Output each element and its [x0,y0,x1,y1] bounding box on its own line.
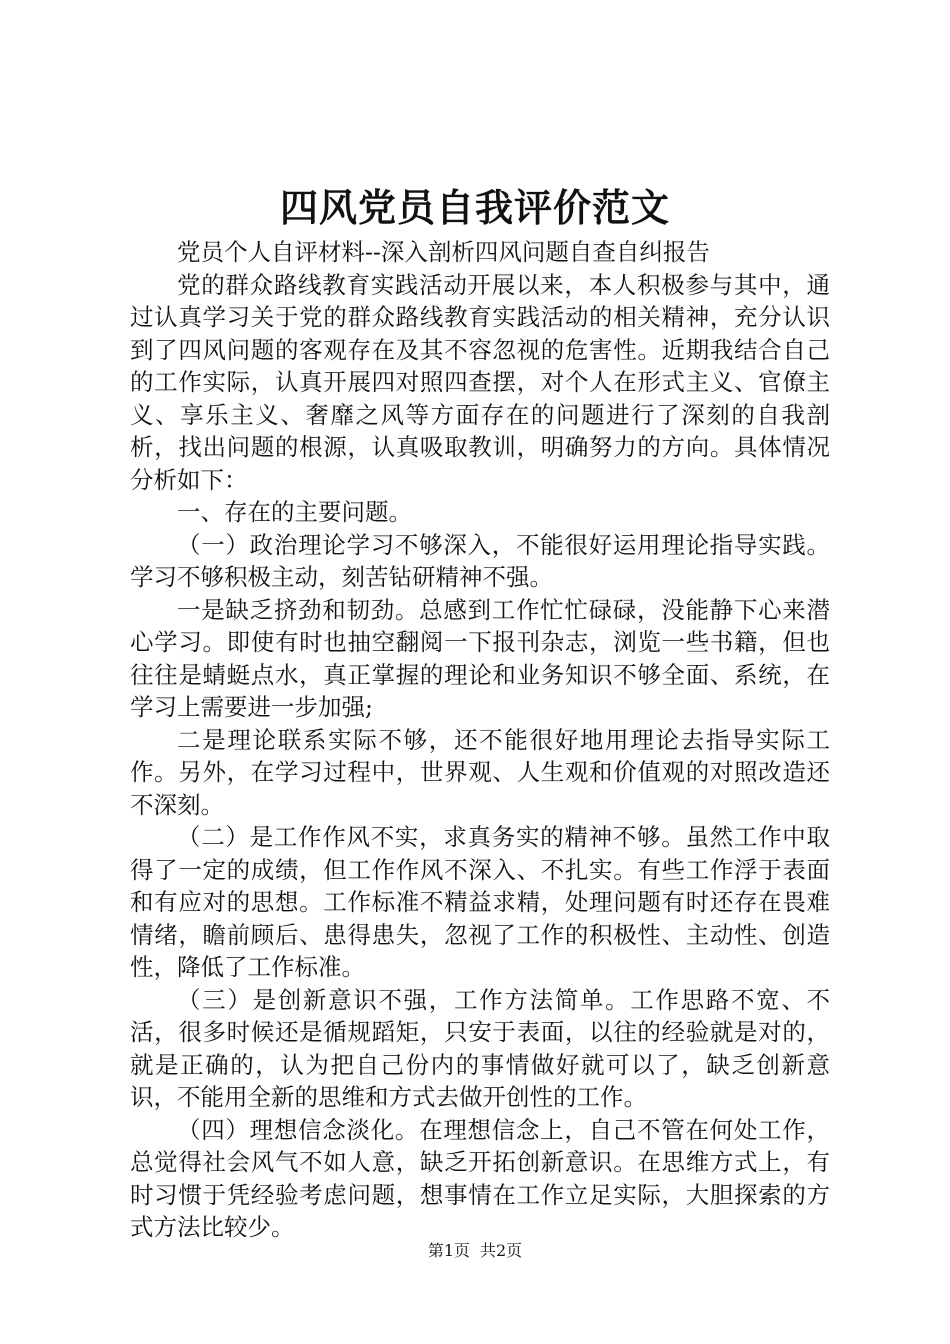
paragraph-item-1b: 二是理论联系实际不够，还不能很好地用理论去指导实际工作。另外，在学习过程中，世界观、人生观和价值观的对照改造还不深刻。 [130,725,830,819]
page-number-total: 共2页 [480,1241,523,1260]
paragraph-intro: 党的群众路线教育实践活动开展以来，本人积极参与其中，通过认真学习关于党的群众路线教育实践活动的相关精神，充分认识到了四风问题的客观存在及其不容忽视的危害性。近期我结合自己的工作实际，认真开展四对照四查摆，对个人在形式主义、官僚主义、享乐主义、奢靡之风等方面存在的问题进行了深刻的自我剖析，找出问题的根源，认真吸取教训，明确努力的方向。具体情况分析如下： [130,270,830,494]
paragraph-item-2: （二）是工作作风不实，求真务实的精神不够。虽然工作中取得了一定的成绩，但工作作风不深入、不扎实。有些工作浮于表面和有应对的思想。工作标准不精益求精，处理问题有时还存在畏难情绪，瞻前顾后、患得患失，忽视了工作的积极性、主动性、创造性，降低了工作标准。 [130,823,830,981]
document-title: 四风党员自我评价范文 [279,185,670,230]
paragraph-item-1: （一）政治理论学习不够深入，不能很好运用理论指导实践。学习不够积极主动，刻苦钻研精神不强。 [130,530,830,591]
paragraph-subtitle: 党员个人自评材料--深入剖析四风问题自查自纠报告 [177,238,710,266]
page-footer [0,1240,950,1262]
paragraph-item-3: （三）是创新意识不强，工作方法简单。工作思路不宽、不活，很多时候还是循规蹈矩，只安于表面，以往的经验就是对的，就是正确的，认为把自己份内的事情做好就可以了，缺乏创新意识，不能用全新的思维和方式去做开创性的工作。 [130,985,830,1111]
page-number-current: 第1页 [427,1241,470,1260]
paragraph-section-heading: 一、存在的主要问题。 [177,498,412,526]
paragraph-item-4: （四）理想信念淡化。在理想信念上，自己不管在何处工作，总觉得社会风气不如人意，缺乏开拓创新意识。在思维方式上，有时习惯于凭经验考虑问题，想事情在工作立足实际，大胆探索的方式方法比较少。 [130,1115,830,1241]
document-body [130,236,830,1244]
paragraph-item-1a: 一是缺乏挤劲和韧劲。总感到工作忙忙碌碌，没能静下心来潜心学习。即使有时也抽空翻阅一下报刊杂志，浏览一些书籍，但也往往是蜻蜓点水，真正掌握的理论和业务知识不够全面、系统，在学习上需要进一步加强; [130,595,830,721]
